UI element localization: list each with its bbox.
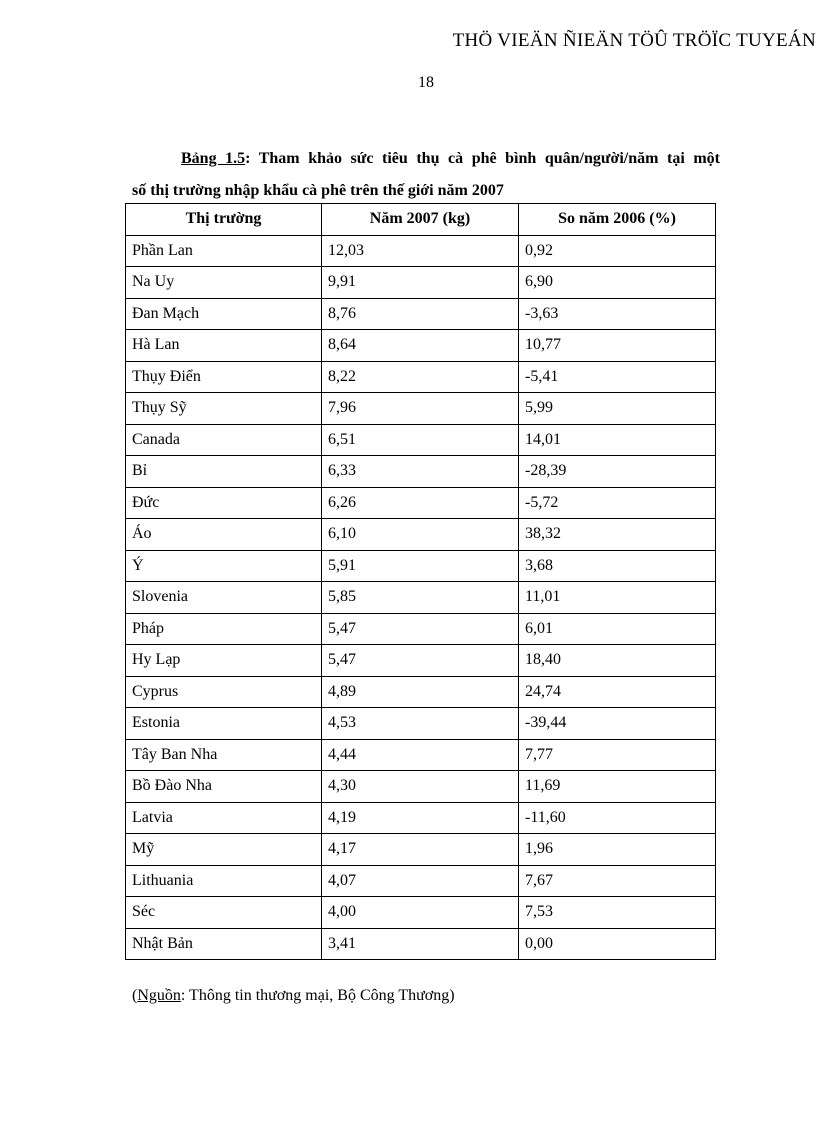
- cell-change-percent: 14,01: [519, 424, 716, 456]
- cell-market: Bồ Đào Nha: [126, 771, 322, 803]
- cell-change-percent: 5,99: [519, 393, 716, 425]
- cell-2007-kg: 5,47: [322, 645, 519, 677]
- source-text: : Thông tin thương mại, Bộ Công Thương): [180, 987, 455, 1004]
- source-note: [132, 987, 455, 1005]
- table-row: [126, 613, 716, 645]
- table-row: [126, 897, 716, 929]
- cell-market: Đan Mạch: [126, 298, 322, 330]
- table-row: [126, 834, 716, 866]
- table-row: [126, 865, 716, 897]
- cell-2007-kg: 6,26: [322, 487, 519, 519]
- cell-market: Mỹ: [126, 834, 322, 866]
- cell-market: Tây Ban Nha: [126, 739, 322, 771]
- cell-2007-kg: 5,47: [322, 613, 519, 645]
- cell-2007-kg: 4,19: [322, 802, 519, 834]
- cell-change-percent: -5,72: [519, 487, 716, 519]
- cell-market: Áo: [126, 519, 322, 551]
- table-row: [126, 487, 716, 519]
- caption-line-2: số thị trường nhập khẩu cà phê trên thế giới năm 2007: [132, 182, 504, 199]
- table-row: [126, 456, 716, 488]
- cell-change-percent: 10,77: [519, 330, 716, 362]
- cell-2007-kg: 9,91: [322, 267, 519, 299]
- table-row: [126, 424, 716, 456]
- cell-market: Nhật Bản: [126, 928, 322, 960]
- table-header-row: [126, 204, 716, 236]
- cell-2007-kg: 4,00: [322, 897, 519, 929]
- column-header-2007: Năm 2007 (kg): [322, 204, 519, 236]
- cell-market: Canada: [126, 424, 322, 456]
- cell-2007-kg: 5,91: [322, 550, 519, 582]
- cell-2007-kg: 6,10: [322, 519, 519, 551]
- cell-2007-kg: 4,30: [322, 771, 519, 803]
- cell-2007-kg: 7,96: [322, 393, 519, 425]
- cell-2007-kg: 4,07: [322, 865, 519, 897]
- table-row: [126, 298, 716, 330]
- cell-2007-kg: 5,85: [322, 582, 519, 614]
- cell-2007-kg: 4,89: [322, 676, 519, 708]
- column-header-market: Thị trường: [126, 204, 322, 236]
- cell-change-percent: 7,53: [519, 897, 716, 929]
- cell-change-percent: 7,67: [519, 865, 716, 897]
- cell-market: Séc: [126, 897, 322, 929]
- table-row: [126, 739, 716, 771]
- table-row: [126, 771, 716, 803]
- coffee-consumption-table: [125, 203, 716, 960]
- cell-change-percent: 11,01: [519, 582, 716, 614]
- cell-change-percent: 3,68: [519, 550, 716, 582]
- caption-title-start: : Tham khảo sức tiêu thụ cà phê bình quân/người/năm tại một: [245, 150, 721, 167]
- table-label: Bảng 1.5: [181, 150, 246, 167]
- cell-market: Na Uy: [126, 267, 322, 299]
- source-open-paren: (: [132, 987, 138, 1004]
- cell-2007-kg: 8,76: [322, 298, 519, 330]
- cell-2007-kg: 12,03: [322, 235, 519, 267]
- column-header-change: So năm 2006 (%): [519, 204, 716, 236]
- cell-change-percent: 1,96: [519, 834, 716, 866]
- cell-2007-kg: 6,33: [322, 456, 519, 488]
- cell-market: Đức: [126, 487, 322, 519]
- table-row: [126, 802, 716, 834]
- table-row: [126, 330, 716, 362]
- cell-change-percent: 11,69: [519, 771, 716, 803]
- cell-change-percent: 24,74: [519, 676, 716, 708]
- cell-market: Thụy Điển: [126, 361, 322, 393]
- cell-2007-kg: 4,44: [322, 739, 519, 771]
- cell-market: Slovenia: [126, 582, 322, 614]
- cell-change-percent: 7,77: [519, 739, 716, 771]
- table-row: [126, 393, 716, 425]
- table-row: [126, 550, 716, 582]
- cell-market: Bỉ: [126, 456, 322, 488]
- page-number: 18: [418, 74, 434, 91]
- table-row: [126, 676, 716, 708]
- cell-2007-kg: 8,22: [322, 361, 519, 393]
- cell-change-percent: 0,00: [519, 928, 716, 960]
- table-row: [126, 267, 716, 299]
- cell-change-percent: 6,90: [519, 267, 716, 299]
- cell-market: Estonia: [126, 708, 322, 740]
- cell-market: Ý: [126, 550, 322, 582]
- cell-market: Thụy Sỹ: [126, 393, 322, 425]
- cell-change-percent: -11,60: [519, 802, 716, 834]
- table-row: [126, 519, 716, 551]
- cell-market: Hy Lạp: [126, 645, 322, 677]
- cell-change-percent: -3,63: [519, 298, 716, 330]
- cell-change-percent: -5,41: [519, 361, 716, 393]
- cell-change-percent: 18,40: [519, 645, 716, 677]
- cell-change-percent: -28,39: [519, 456, 716, 488]
- cell-2007-kg: 4,53: [322, 708, 519, 740]
- cell-change-percent: 6,01: [519, 613, 716, 645]
- cell-market: Lithuania: [126, 865, 322, 897]
- cell-market: Phần Lan: [126, 235, 322, 267]
- table-row: [126, 708, 716, 740]
- table-row: [126, 582, 716, 614]
- cell-market: Hà Lan: [126, 330, 322, 362]
- cell-change-percent: 38,32: [519, 519, 716, 551]
- cell-2007-kg: 6,51: [322, 424, 519, 456]
- cell-change-percent: 0,92: [519, 235, 716, 267]
- cell-2007-kg: 3,41: [322, 928, 519, 960]
- cell-2007-kg: 8,64: [322, 330, 519, 362]
- cell-market: Cyprus: [126, 676, 322, 708]
- cell-change-percent: -39,44: [519, 708, 716, 740]
- caption-line-1: [132, 143, 720, 175]
- library-header: THÖ VIEÄN ÑIEÄN TÖÛ TRÖÏC TUYEÁN: [452, 30, 816, 51]
- table-caption: [132, 143, 720, 207]
- table-row: [126, 645, 716, 677]
- table-row: [126, 235, 716, 267]
- table-row: [126, 928, 716, 960]
- cell-2007-kg: 4,17: [322, 834, 519, 866]
- source-label: Nguồn: [137, 987, 181, 1004]
- cell-market: Latvia: [126, 802, 322, 834]
- table-row: [126, 361, 716, 393]
- table-body: [126, 235, 716, 960]
- cell-market: Pháp: [126, 613, 322, 645]
